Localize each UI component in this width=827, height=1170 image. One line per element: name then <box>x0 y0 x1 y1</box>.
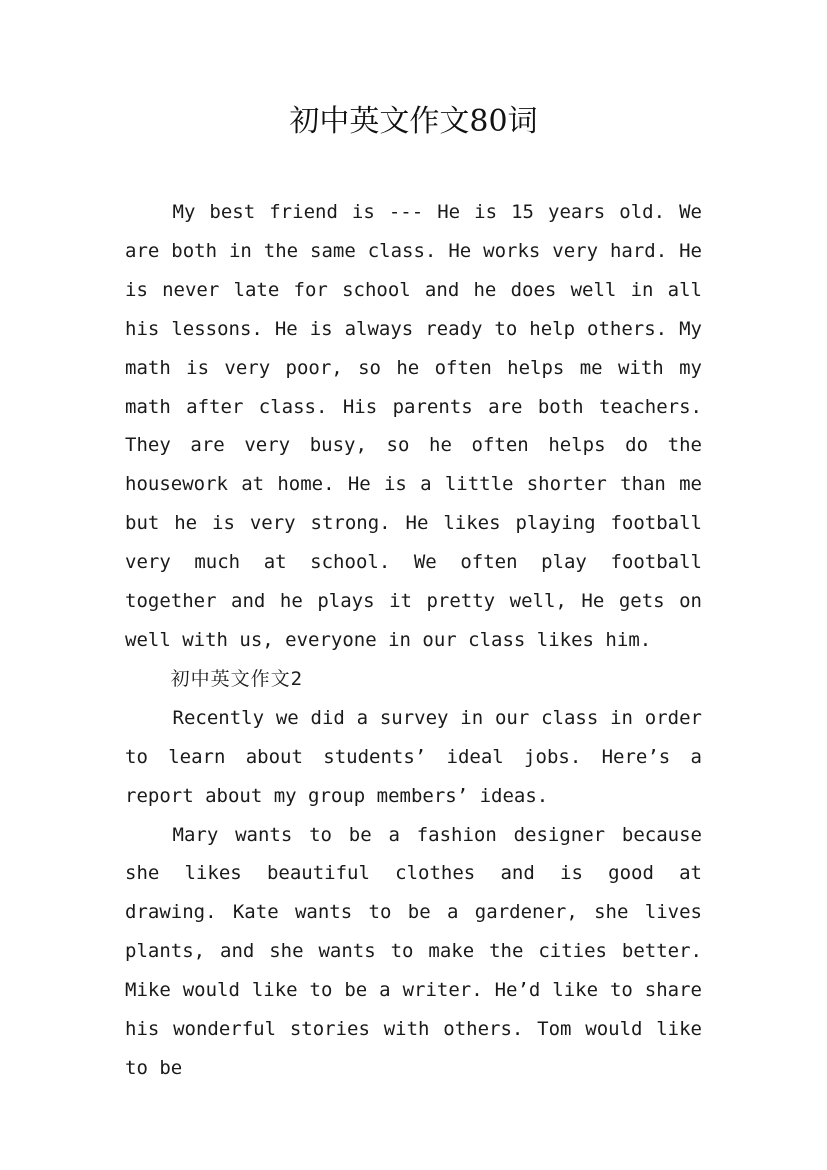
page-title: 初中英文作文80词 <box>289 104 538 139</box>
paragraph-ideal-jobs: Mary wants to be a fashion designer because she likes beautiful clothes and is good at drawing. Kate wants to be a gardener, she lives plants, and she wants to make the cities better. Mike would like to be a writer. He’d like to share his wonderful stories with others. Tom would like to be <box>125 823 702 1079</box>
section-heading-essay-2: 初中英文作文2 <box>170 667 304 690</box>
paragraph-survey-intro: Recently we did a survey in our class in order to learn about students’ ideal jobs. Here’s a report about my group members’ ideas. <box>125 706 702 807</box>
paragraph-best-friend: My best friend is --- He is 15 years old. We are both in the same class. He works very hard. He is never late for school and he does well in all his lessons. He is always ready to help others. My math is very poor, so he often helps me with my math after class. His parents are both teachers. They are very busy, so he often helps do the housework at home. He is a little shorter than me but he is very strong. He likes playing football very much at school. We often play football together and he plays it pretty well, He gets on well with us, everyone in our class likes him. <box>125 201 702 651</box>
document-body <box>125 193 702 1088</box>
